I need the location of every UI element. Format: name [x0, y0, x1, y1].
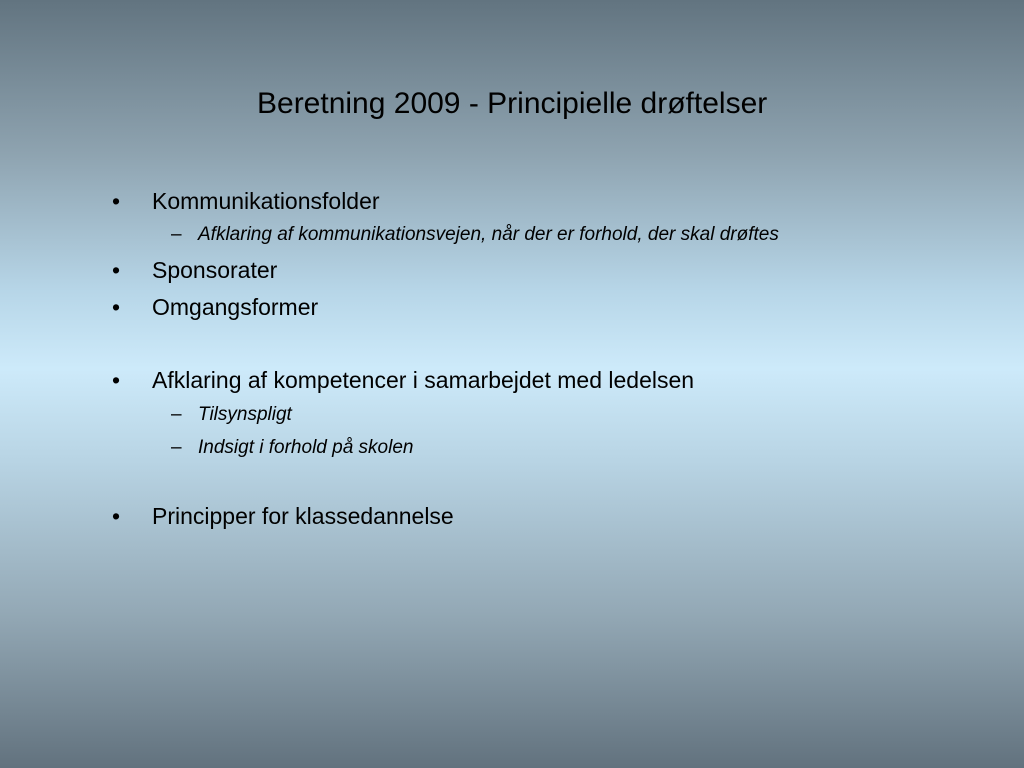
sub-bullet-text: Afklaring af kommunikationsvejen, når der er forhold, der skal drøftes — [198, 224, 779, 245]
dash-marker: – — [171, 404, 182, 425]
bullet-marker: • — [112, 257, 121, 283]
bullet-text: Sponsorater — [152, 257, 278, 283]
slide-title: Beretning 2009 - Principielle drøftelser — [257, 87, 768, 120]
bullet-text: Kommunikationsfolder — [152, 188, 380, 214]
bullet-marker: • — [112, 503, 121, 529]
bullet-text: Principper for klassedannelse — [152, 503, 454, 529]
bullet-marker: • — [112, 294, 121, 320]
bullet-marker: • — [112, 367, 121, 393]
bullet-text: Afklaring af kompetencer i samarbejdet med ledelsen — [152, 367, 695, 393]
dash-marker: – — [171, 437, 182, 458]
bullet-marker: • — [112, 188, 121, 214]
sub-bullet-text: Indsigt i forhold på skolen — [198, 437, 414, 458]
dash-marker: – — [171, 224, 182, 245]
sub-bullet-text: Tilsynspligt — [198, 404, 292, 425]
bullet-text: Omgangsformer — [152, 294, 319, 320]
